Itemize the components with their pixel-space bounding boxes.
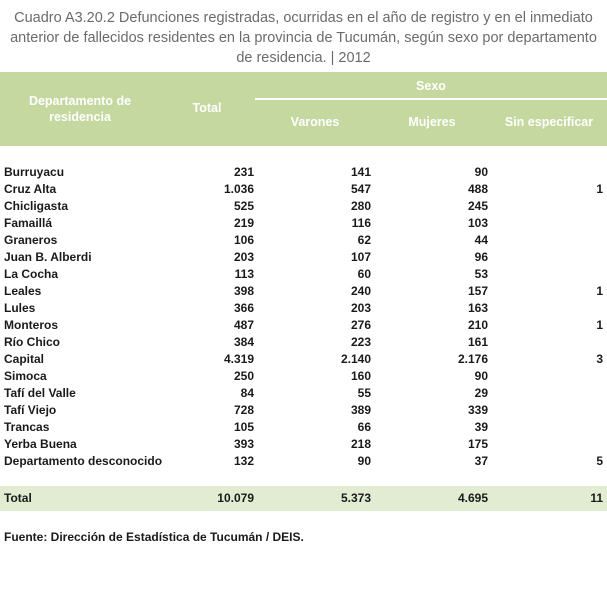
sin-especificar-cell: [488, 163, 603, 180]
total-cell: 250: [233, 368, 254, 383]
header-varones: Varones: [290, 115, 340, 129]
table-header: [0, 72, 607, 146]
varones-cell: 2.140: [340, 351, 371, 366]
data-table: [0, 163, 603, 469]
mujeres-cell: 37: [474, 453, 488, 468]
mujeres-cell: 90: [474, 368, 488, 383]
varones-cell: 223: [350, 334, 371, 349]
varones-cell: 55: [357, 385, 371, 400]
sin-especificar-cell: [488, 367, 603, 384]
mujeres-cell: 175: [467, 436, 488, 451]
header-departamento-line-1: Departamento de: [28, 94, 132, 108]
sin-especificar-cell: [488, 197, 603, 214]
department-cell: Monteros: [4, 317, 58, 332]
sin-especificar-cell: 5: [596, 453, 603, 468]
sin-especificar-cell: [488, 418, 603, 435]
header-departamento-line-2: residencia: [49, 110, 111, 124]
table-row: [0, 163, 603, 180]
sin-especificar-cell: 1: [596, 283, 603, 298]
department-cell: Yerba Buena: [4, 436, 77, 451]
sin-especificar-cell: 3: [596, 351, 603, 366]
varones-cell: 240: [350, 283, 371, 298]
total-cell: 487: [233, 317, 254, 332]
sin-especificar-cell: [488, 401, 603, 418]
table-row: [0, 180, 603, 197]
table-row: [0, 231, 603, 248]
source-note: Fuente: Dirección de Estadística de Tucumán / DEIS.: [4, 530, 304, 544]
department-cell: Cruz Alta: [4, 181, 57, 196]
sin-especificar-cell: 1: [596, 181, 603, 196]
varones-cell: 203: [350, 300, 371, 315]
sin-especificar-cell: [488, 265, 603, 282]
department-cell: Capital: [4, 351, 45, 366]
table-row: [0, 214, 603, 231]
department-cell: Lules: [4, 300, 36, 315]
sin-especificar-cell: [488, 231, 603, 248]
varones-cell: 276: [350, 317, 371, 332]
department-cell: Trancas: [4, 419, 50, 434]
table-row: [0, 350, 603, 367]
varones-cell: 116: [351, 215, 371, 230]
department-cell: Departamento desconocido: [4, 453, 163, 468]
department-cell: Chicligasta: [4, 198, 69, 213]
table-row: [0, 316, 603, 333]
department-cell: Leales: [4, 283, 42, 298]
total-cell: 1.036: [223, 181, 254, 196]
table-row: [0, 248, 603, 265]
table-row: [0, 435, 603, 452]
total-cell: 384: [233, 334, 254, 349]
mujeres-cell: 90: [474, 164, 488, 179]
title-line-1: Cuadro A3.20.2 Defunciones registradas, ocurridas en el año de registro y en el inmediato: [14, 10, 593, 26]
department-cell: Famaillá: [4, 215, 53, 230]
header-total: Total: [192, 101, 222, 115]
mujeres-cell: 157: [467, 283, 488, 298]
mujeres-cell: 44: [474, 232, 488, 247]
department-cell: La Cocha: [4, 266, 59, 281]
total-cell: 728: [233, 402, 254, 417]
table-row: [0, 452, 603, 469]
header-sexo: Sexo: [416, 79, 446, 93]
mujeres-cell: 53: [474, 266, 488, 281]
title-line-2: anterior de fallecidos residentes en la provincia de Tucumán, según sexo por departamento: [10, 30, 597, 46]
total-cell: 393: [233, 436, 254, 451]
table-row: [0, 418, 603, 435]
sin-especificar-cell: [488, 248, 603, 265]
mujeres-cell: 245: [467, 198, 488, 213]
total-cell: 219: [233, 215, 254, 230]
table-row: [0, 384, 603, 401]
sin-especificar-cell: [488, 299, 603, 316]
varones-cell: 547: [350, 181, 371, 196]
varones-cell: 218: [350, 436, 371, 451]
mujeres-cell: 103: [467, 215, 488, 230]
table-row: [0, 401, 603, 418]
mujeres-cell: 96: [474, 249, 488, 264]
total-label: Total: [4, 491, 32, 505]
mujeres-cell: 210: [467, 317, 488, 332]
total-cell: 113: [234, 266, 254, 281]
table-row: [0, 367, 603, 384]
varones-cell: 160: [350, 368, 371, 383]
table-row: [0, 333, 603, 350]
sin-especificar-cell: [488, 435, 603, 452]
data-table-body: [0, 163, 603, 469]
table-row: [0, 282, 603, 299]
total-cell: 84: [240, 385, 254, 400]
department-cell: Graneros: [4, 232, 58, 247]
title-line-3: de residencia. | 2012: [236, 50, 371, 66]
header-mujeres: Mujeres: [408, 115, 456, 129]
varones-cell: 66: [357, 419, 371, 434]
total-varones: 5.373: [340, 491, 371, 505]
mujeres-cell: 39: [474, 419, 488, 434]
department-cell: Tafí Viejo: [4, 402, 57, 417]
sin-especificar-cell: [488, 333, 603, 350]
total-cell: 525: [233, 198, 254, 213]
table-title: [0, 8, 607, 68]
varones-cell: 141: [350, 164, 371, 179]
varones-cell: 60: [357, 266, 371, 281]
department-cell: Tafí del Valle: [4, 385, 76, 400]
total-cell: 398: [233, 283, 254, 298]
table-row: [0, 265, 603, 282]
sin-especificar-cell: 1: [596, 317, 603, 332]
header-sin-especificar: Sin especificar: [504, 115, 594, 129]
header-departamento: [0, 93, 160, 125]
mujeres-cell: 29: [474, 385, 488, 400]
varones-cell: 280: [350, 198, 371, 213]
sin-especificar-cell: [488, 214, 603, 231]
total-total: 10.079: [217, 491, 254, 505]
varones-cell: 107: [350, 249, 371, 264]
total-cell: 105: [233, 419, 254, 434]
varones-cell: 90: [357, 453, 371, 468]
total-cell: 203: [233, 249, 254, 264]
total-sin-especificar: 11: [590, 491, 603, 505]
mujeres-cell: 2.176: [457, 351, 488, 366]
mujeres-cell: 161: [467, 334, 488, 349]
department-cell: Juan B. Alberdi: [4, 249, 92, 264]
department-cell: Río Chico: [4, 334, 60, 349]
total-cell: 4.319: [223, 351, 254, 366]
varones-cell: 62: [357, 232, 371, 247]
total-row: [0, 486, 607, 511]
mujeres-cell: 488: [467, 181, 488, 196]
department-cell: Simoca: [4, 368, 47, 383]
mujeres-cell: 163: [467, 300, 488, 315]
header-divider: [255, 98, 607, 100]
table-row: [0, 299, 603, 316]
mujeres-cell: 339: [467, 402, 488, 417]
total-cell: 231: [233, 164, 254, 179]
sin-especificar-cell: [488, 384, 603, 401]
total-cell: 366: [233, 300, 254, 315]
varones-cell: 389: [350, 402, 371, 417]
total-cell: 132: [233, 453, 254, 468]
total-cell: 106: [233, 232, 254, 247]
table-row: [0, 197, 603, 214]
total-mujeres: 4.695: [457, 491, 488, 505]
department-cell: Burruyacu: [4, 164, 65, 179]
